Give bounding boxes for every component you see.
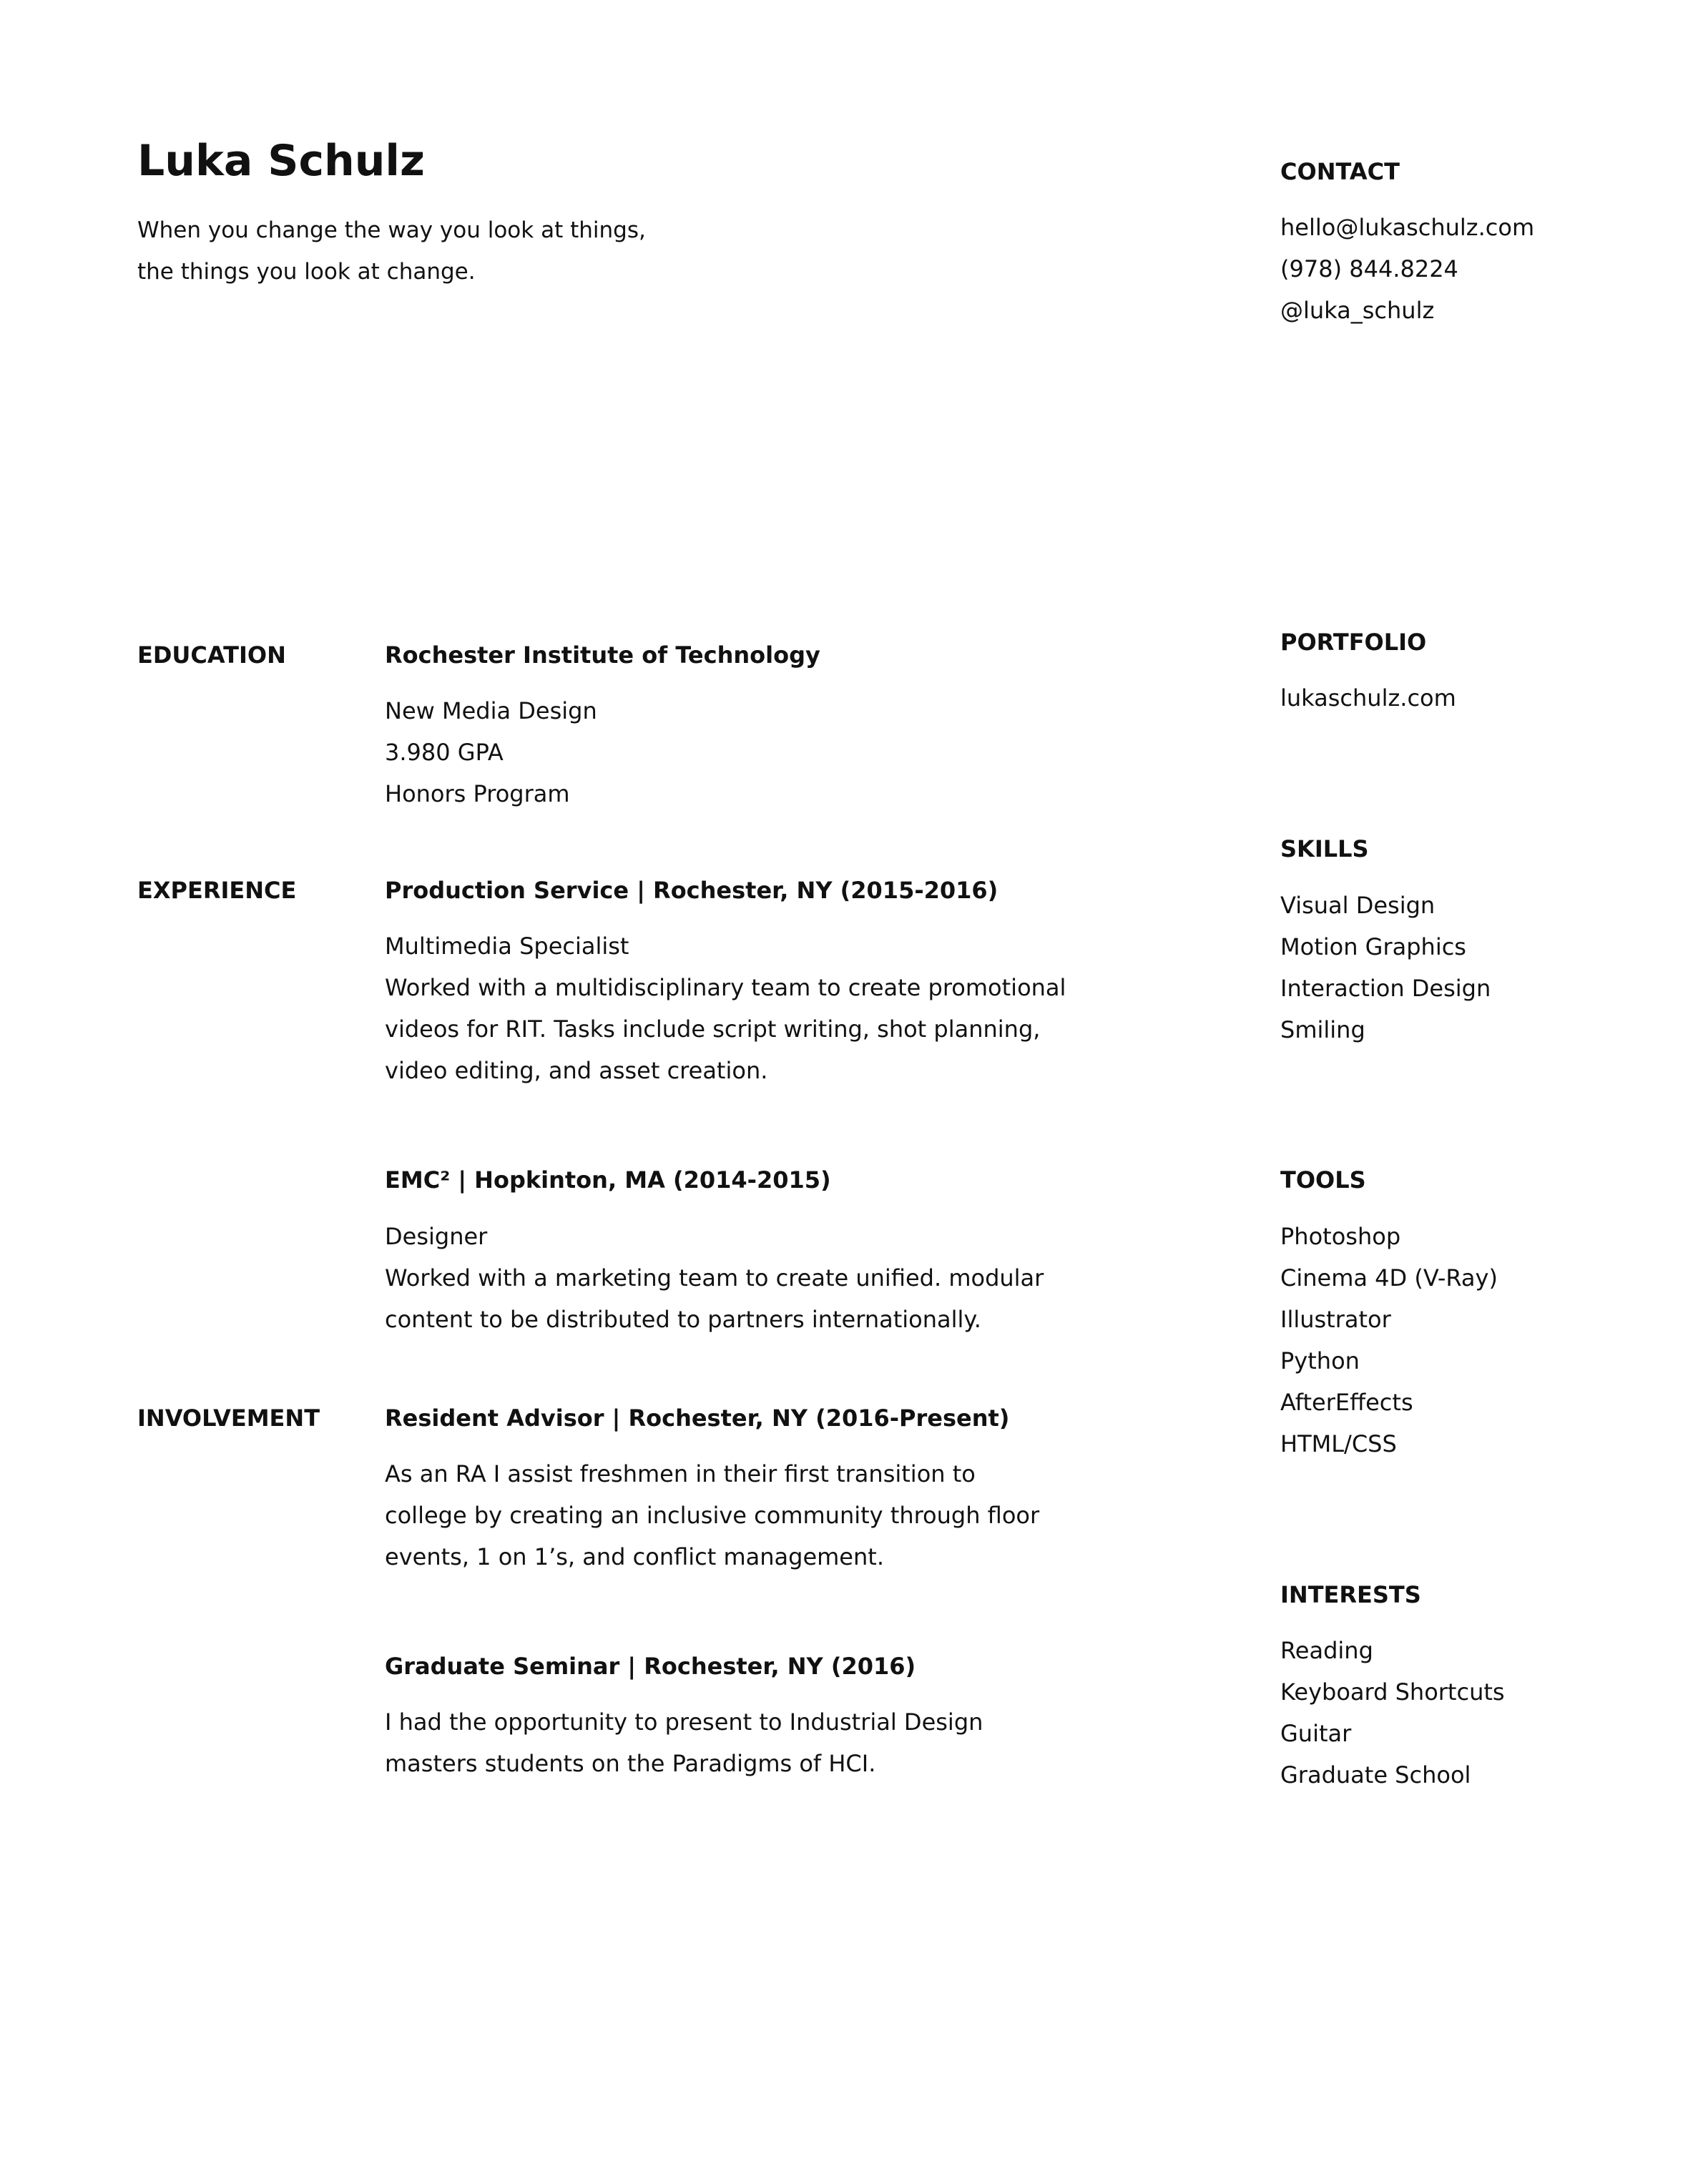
tool-item: Cinema 4D (V-Ray) — [1280, 1264, 1498, 1292]
skill-item: Visual Design — [1280, 892, 1436, 919]
skills-list — [1280, 885, 1491, 1051]
interest-item: Keyboard Shortcuts — [1280, 1678, 1505, 1706]
interest-item: Graduate School — [1280, 1761, 1471, 1789]
tool-item: AfterEffects — [1280, 1389, 1413, 1416]
education-details — [385, 690, 597, 815]
tool-item: Photoshop — [1280, 1223, 1401, 1250]
involvement-title: Resident Advisor | Rochester, NY (2016-Present) — [385, 1405, 1010, 1432]
involvement-details — [385, 1453, 1039, 1578]
experience-line: Worked with a multidisciplinary team to create promotional — [385, 974, 1066, 1001]
skills-heading: SKILLS — [1280, 835, 1369, 862]
tool-item: Illustrator — [1280, 1306, 1391, 1333]
involvement-heading: INVOLVEMENT — [137, 1405, 320, 1432]
involvement-line: As an RA I assist freshmen in their first transition to — [385, 1460, 976, 1487]
involvement-title: Graduate Seminar | Rochester, NY (2016) — [385, 1653, 916, 1680]
involvement-line: masters students on the Paradigms of HCI. — [385, 1750, 876, 1777]
portfolio-list — [1280, 677, 1456, 719]
tools-heading: TOOLS — [1280, 1166, 1366, 1194]
resume-name: Luka Schulz — [137, 136, 425, 186]
portfolio-link[interactable]: lukaschulz.com — [1280, 684, 1456, 712]
skill-item: Smiling — [1280, 1016, 1365, 1043]
contact-phone[interactable]: (978) 844.8224 — [1280, 255, 1458, 282]
tool-item: HTML/CSS — [1280, 1430, 1397, 1457]
experience-line: video editing, and asset creation. — [385, 1057, 768, 1084]
skill-item: Interaction Design — [1280, 975, 1491, 1002]
involvement-line: college by creating an inclusive community through floor — [385, 1502, 1040, 1529]
education-heading: EDUCATION — [137, 641, 286, 669]
tool-item: Python — [1280, 1347, 1360, 1374]
education-line: Honors Program — [385, 780, 570, 807]
involvement-line: events, 1 on 1’s, and conflict management. — [385, 1543, 884, 1570]
experience-line: Worked with a marketing team to create unified. modular — [385, 1264, 1044, 1292]
experience-details — [385, 1216, 1044, 1340]
contact-email[interactable]: hello@lukaschulz.com — [1280, 214, 1535, 241]
interests-list — [1280, 1630, 1505, 1796]
experience-title: EMC² | Hopkinton, MA (2014-2015) — [385, 1166, 831, 1194]
tools-list — [1280, 1216, 1498, 1465]
experience-heading: EXPERIENCE — [137, 877, 297, 904]
skill-item: Motion Graphics — [1280, 933, 1466, 960]
involvement-details — [385, 1701, 983, 1784]
experience-details — [385, 925, 1066, 1091]
experience-line: Multimedia Specialist — [385, 933, 629, 960]
tagline-line: the things you look at change. — [137, 259, 476, 285]
contact-list — [1280, 207, 1534, 331]
interest-item: Guitar — [1280, 1720, 1352, 1747]
education-school: Rochester Institute of Technology — [385, 641, 820, 669]
interest-item: Reading — [1280, 1637, 1373, 1664]
interests-heading: INTERESTS — [1280, 1581, 1421, 1608]
tagline — [137, 210, 646, 292]
experience-line: Designer — [385, 1223, 488, 1250]
involvement-line: I had the opportunity to present to Industrial Design — [385, 1708, 983, 1736]
contact-handle[interactable]: @luka_schulz — [1280, 297, 1435, 324]
tagline-line: When you change the way you look at things, — [137, 217, 646, 243]
contact-heading: CONTACT — [1280, 158, 1400, 185]
experience-title: Production Service | Rochester, NY (2015-2016) — [385, 877, 998, 904]
education-line: New Media Design — [385, 697, 597, 724]
education-line: 3.980 GPA — [385, 739, 504, 766]
experience-line: videos for RIT. Tasks include script writing, shot planning, — [385, 1015, 1041, 1043]
experience-line: content to be distributed to partners internationally. — [385, 1306, 981, 1333]
portfolio-heading: PORTFOLIO — [1280, 629, 1427, 656]
